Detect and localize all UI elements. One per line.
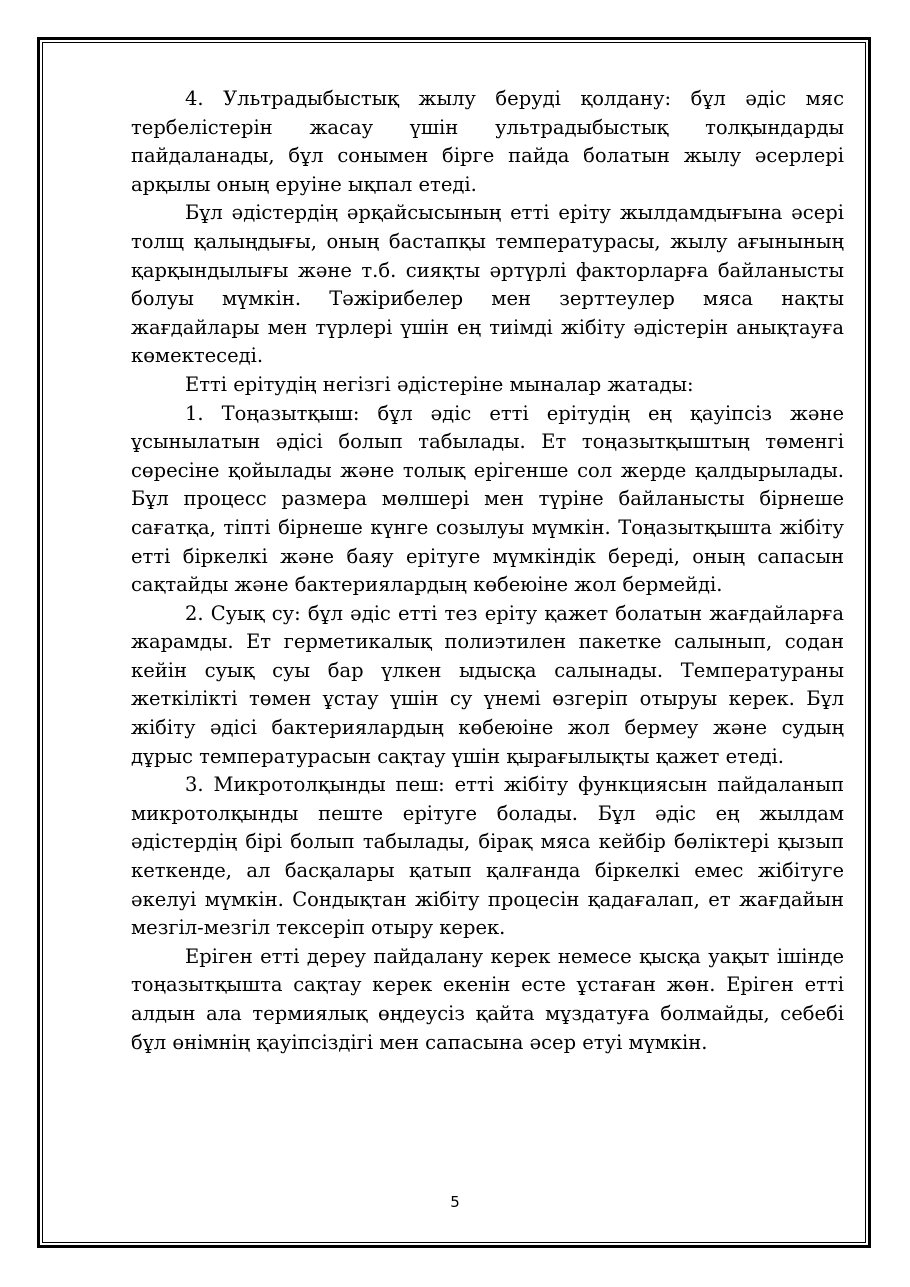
page-number: 5 [450, 1193, 460, 1211]
document-body [131, 85, 844, 1057]
paragraph-refrigerator-method: 1. Тоңазытқыш: бұл әдіс етті ерітудің ең қауіпсіз және ұсынылатын әдісі болып табылады. Ет тоңазытқыштың төменгі сөресіне қойылады және толық ерігенше сол жерде қалдырылады. Бұл процесс размера мөлшері мен түріне байланысты бірнеше сағатқа, тіпті бірнеше күнге созылуы мүмкін. Тоңазытқышта жібіту етті біркелкі және баяу ерітуге мүмкіндік береді, оның сапасын сақтайды және бактериялардың көбеюіне жол бермейді. [131, 401, 844, 597]
paragraph-thawed-meat-advice: Еріген етті дереу пайдалану керек немесе қысқа уақыт ішінде тоңазытқышта сақтау керек екенін есте ұстаған жөн. Еріген етті алдын ала термиялық өңдеусіз қайта мұздатуға болмайды, себебі бұл өнімнің қауіпсіздігі мен сапасына әсер етуі мүмкін. [131, 944, 844, 1054]
paragraph-ultrasound-method: 4. Ультрадыбыстық жылу беруді қолдану: бұл әдіс мяс тербелістерін жасау үшін ультрадыбыстық толқындарды пайдаланады, бұл сонымен бірге пайда болатын жылу әсерлері арқылы оның еруіне ықпал етеді. [131, 87, 844, 196]
paragraph-method-factors: Бұл әдістердің әрқайсысының етті еріту жылдамдығына әсері толщ қалыңдығы, оның бастапқы температурасы, жылу ағынының қарқындылығы және т.б. сияқты әртүрлі факторларға байланысты болуы мүмкін. Тәжірибелер мен зерттеулер мяса нақты жағдайлары мен түрлері үшін ең тиімді жібіту әдістерін анықтауға көмектеседі. [131, 201, 844, 368]
paragraph-main-methods-intro: Етті ерітудің негізгі әдістеріне мыналар жатады: [185, 372, 694, 396]
paragraph-cold-water-method: 2. Суық су: бұл әдіс етті тез еріту қажет болатын жағдайларға жарамды. Ет герметикалық полиэтилен пакетке салынып, содан кейін суық суы бар үлкен ыдысқа салынады. Температураны жеткілікті төмен ұстау үшін су үнемі өзгеріп отыруы керек. Бұл жібіту әдісі бактериялардың көбеюіне жол бермеу және судың дұрыс температурасын сақтау үшін қырағылықты қажет етеді. [131, 601, 844, 768]
paragraph-microwave-method: 3. Микротолқынды пеш: етті жібіту функциясын пайдаланып микротолқынды пеште ерітуге болады. Бұл әдіс ең жылдам әдістердің бірі болып табылады, бірақ мяса кейбір бөліктері қызып кеткенде, ал басқалары қатып қалғанда біркелкі емес жібітуге әкелуі мүмкін. Сондықтан жібіту процесін қадағалап, ет жағдайын мезгіл-мезгіл тексеріп отыру керек. [131, 773, 844, 940]
